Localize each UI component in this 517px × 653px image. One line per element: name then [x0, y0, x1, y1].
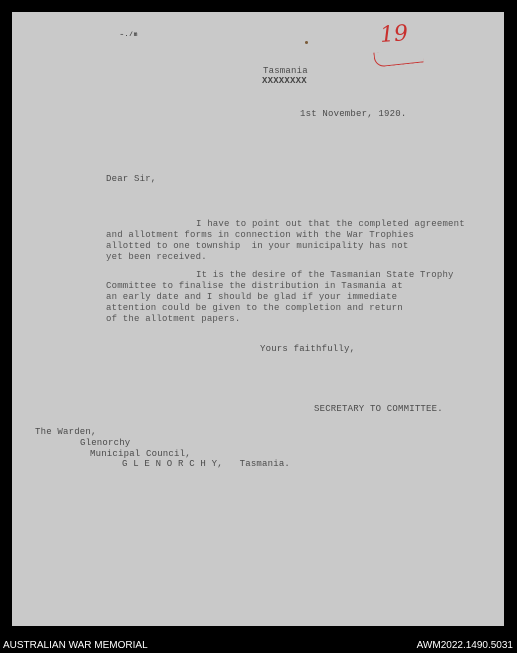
address-line: Glenorchy: [80, 438, 131, 448]
body-paragraph-2: [106, 270, 454, 325]
body-paragraph-1: [106, 219, 465, 263]
state-heading: Tasmania: [263, 66, 308, 76]
letter-date: 1st November, 1920.: [300, 109, 407, 119]
footer-accession-number: AWM2022.1490.5031: [416, 640, 513, 651]
folio-underline: [373, 47, 423, 67]
file-reference-mark: –./m: [120, 31, 139, 38]
paragraph-line: attention could be given to the completion and return: [106, 303, 403, 313]
paragraph-line: and allotment forms in connection with the War Trophies: [106, 230, 415, 240]
ink-spot: [305, 41, 308, 44]
address-line: Municipal Council,: [90, 449, 191, 459]
paragraph-line: Committee to finalise the distribution in Tasmania at: [106, 281, 403, 291]
paragraph-line: yet been received.: [106, 252, 207, 262]
letter-page: [12, 12, 504, 626]
folio-number: 19: [379, 21, 409, 48]
struck-out-text: XXXXXXXX: [262, 76, 307, 86]
address-line: The Warden,: [35, 427, 97, 437]
salutation: Dear Sir,: [106, 174, 157, 184]
footer-institution: AUSTRALIAN WAR MEMORIAL: [3, 640, 148, 651]
paragraph-line: I have to point out that the completed agreement: [196, 219, 465, 229]
closing: Yours faithfully,: [260, 344, 356, 354]
paragraph-line: It is the desire of the Tasmanian State Trophy: [196, 270, 454, 280]
paragraph-line: allotted to one township in your municipality has not: [106, 241, 409, 251]
paragraph-line: of the allotment papers.: [106, 314, 241, 324]
signatory: SECRETARY TO COMMITTEE.: [314, 404, 443, 414]
paragraph-line: an early date and I should be glad if your immediate: [106, 292, 398, 302]
address-line: G L E N O R C H Y, Tasmania.: [122, 459, 291, 469]
